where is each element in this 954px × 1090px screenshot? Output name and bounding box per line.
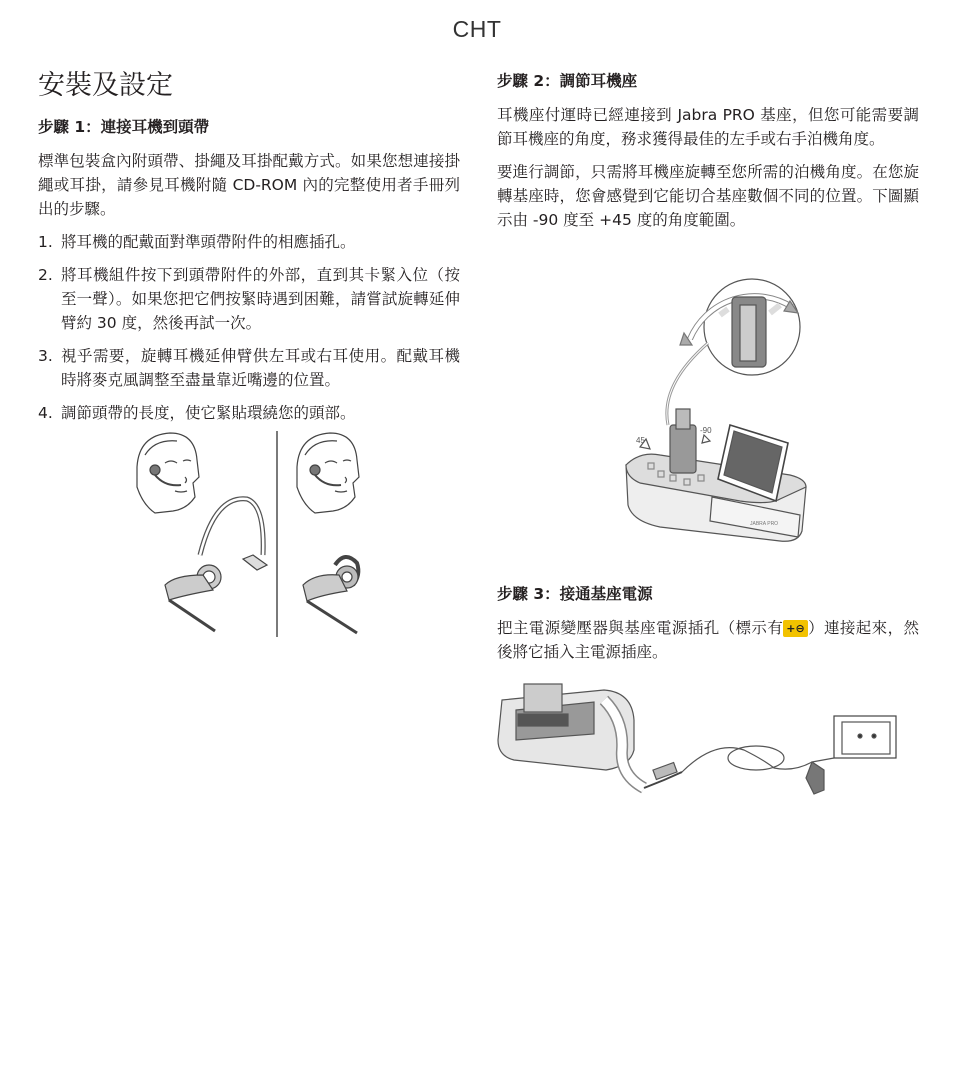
page-title: 安裝及設定 <box>38 70 173 101</box>
step2-para1: 耳機座付運時已經連接到 Jabra PRO 基座，但您可能需要調節耳機座的角度，務求獲得最佳的左手或右手泊機角度。 <box>497 106 919 148</box>
list-item: 1. 將耳機的配戴面對準頭帶附件的相應插孔。 <box>38 233 356 251</box>
headset-assembly-illustration <box>125 425 375 640</box>
step1-list <box>38 230 460 425</box>
step3-heading: 步驟 3：接通基座電源 <box>497 585 653 603</box>
power-connection-illustration <box>494 680 904 800</box>
list-item: 4. 調節頭帶的長度，使它緊貼環繞您的頭部。 <box>38 404 356 422</box>
right-column <box>497 70 919 241</box>
step2-para2: 要進行調節，只需將耳機座旋轉至您所需的泊機角度。在您旋轉基座時，您會感覺到它能切合基座數個不同的位置。下圖顯示由 -90 度至 +45 度的角度範圍。 <box>497 163 919 229</box>
angle-label-minus-90: -90 <box>700 426 712 435</box>
step2-heading: 步驟 2：調節耳機座 <box>497 72 638 90</box>
step1-intro: 標準包裝盒內附頭帶、掛繩及耳掛配戴方式。如果您想連接掛繩或耳掛，請參見耳機附隨 CD-ROM 內的完整使用者手冊列出的步驟。 <box>38 152 460 218</box>
step3-section <box>497 583 919 673</box>
base-brand-label: JABRA PRO <box>750 521 779 527</box>
power-jack-icon: +⊖ <box>783 620 807 637</box>
list-item: 2. 將耳機組件按下到頭帶附件的外部，直到其卡緊入位（按至一聲）。如果您把它們按緊時遇到困難，請嘗試旋轉延伸臂約 30 度，然後再試一次。 <box>38 266 460 332</box>
list-item: 3. 視乎需要，旋轉耳機延伸臂供左耳或右耳使用。配戴耳機時將麥克風調整至盡量靠近嘴邊的位置。 <box>38 347 460 389</box>
base-rotation-illustration <box>620 275 810 550</box>
left-column <box>38 68 460 434</box>
step3-text: 把主電源變壓器與基座電源插孔（標示有 +⊖ ）連接起來，然後將它插入主電源插座。 <box>497 619 919 661</box>
step1-heading: 步驟 1：連接耳機到頭帶 <box>38 118 210 136</box>
angle-label-45: 45 <box>636 436 645 445</box>
language-code: CHT <box>452 16 502 42</box>
